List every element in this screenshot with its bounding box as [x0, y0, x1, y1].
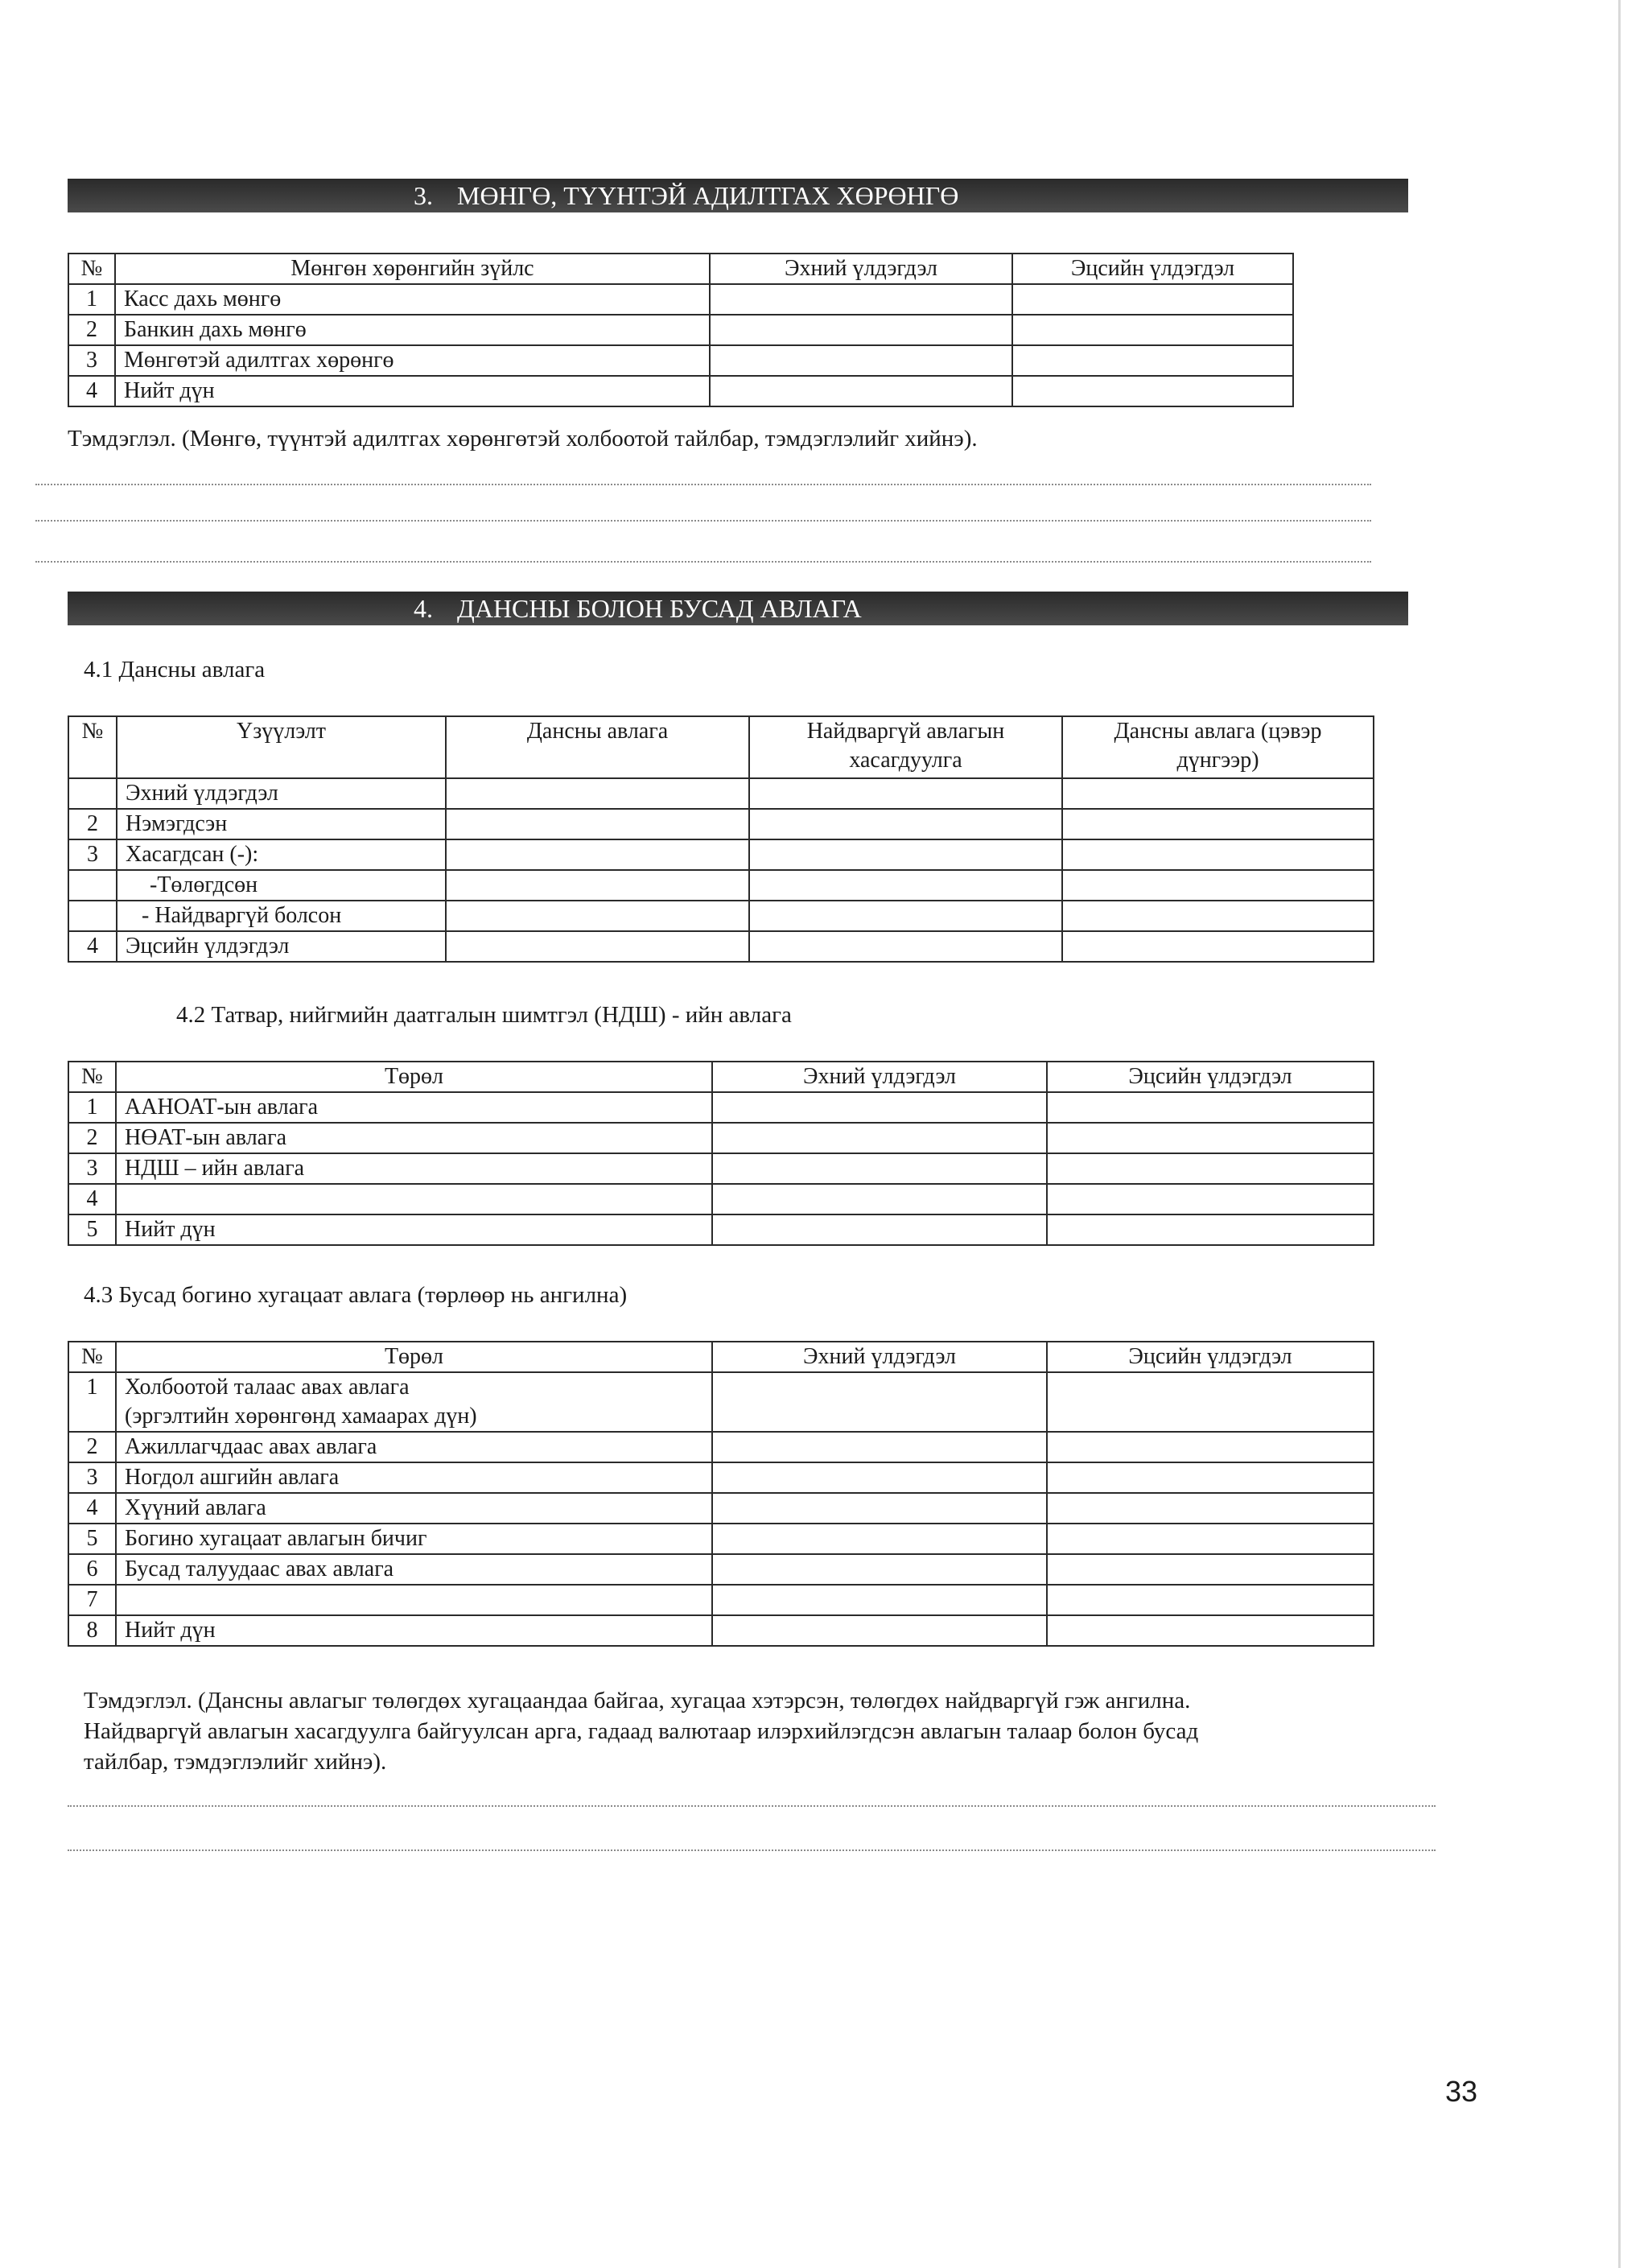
row-label: Эхний үлдэгдэл [117, 778, 446, 809]
cell-opening[interactable] [712, 1615, 1047, 1646]
section-4-note-line-2: Найдваргүй авлагын хасагдуулга байгуулсан арга, гадаад валютаар илэрхийлэгдсэн авлагын талаар болон бусад [84, 1718, 1199, 1744]
cash-table [68, 253, 1294, 407]
table-row [68, 1214, 1374, 1245]
table-row [68, 284, 1293, 315]
cell-closing[interactable] [1012, 376, 1293, 406]
cell-closing[interactable] [1047, 1184, 1374, 1214]
cell[interactable] [749, 901, 1062, 931]
row-label: Нийт дүн [115, 376, 710, 406]
row-no: 1 [68, 284, 115, 315]
cell-closing[interactable] [1047, 1123, 1374, 1153]
row-label[interactable] [116, 1184, 712, 1214]
table-row [68, 1585, 1374, 1615]
cell-opening[interactable] [712, 1524, 1047, 1554]
table-row [68, 1153, 1374, 1184]
col-opening: Эхний үлдэгдэл [712, 1342, 1047, 1372]
cell-opening[interactable] [712, 1432, 1047, 1462]
col-net-receivable: Дансны авлага (цэвэр дүнгээр) [1062, 716, 1374, 778]
table-row [68, 376, 1293, 406]
row-label: Нийт дүн [116, 1615, 712, 1646]
row-no: 4 [68, 376, 115, 406]
table-row [68, 870, 1374, 901]
page-edge [1618, 0, 1621, 2268]
table-row [68, 809, 1374, 839]
cell-closing[interactable] [1047, 1554, 1374, 1585]
cell[interactable] [1062, 839, 1374, 870]
table-row [68, 1432, 1374, 1462]
section-4-title: ДАНСНЫ БОЛОН БУСАД АВЛАГА [457, 594, 862, 623]
cell-closing[interactable] [1047, 1432, 1374, 1462]
row-no: 2 [68, 1432, 116, 1462]
col-no: № [68, 254, 115, 284]
table-row [68, 901, 1374, 931]
table-row [68, 1524, 1374, 1554]
cell[interactable] [749, 809, 1062, 839]
col-receivable: Дансны авлага [446, 716, 749, 778]
table-row [68, 1092, 1374, 1123]
note-line [35, 561, 1371, 563]
section-4-note-line-1: Тэмдэглэл. (Дансны авлагыг төлөгдөх хугацаандаа байгаа, хугацаа хэтэрсэн, төлөгдөх найдваргүй гэж ангилна. [84, 1688, 1191, 1713]
table-row [68, 1493, 1374, 1524]
table-row [68, 1184, 1374, 1214]
table-header-row [68, 254, 1293, 284]
row-no: 6 [68, 1554, 116, 1585]
cell-closing[interactable] [1047, 1524, 1374, 1554]
subsection-4-3-title: 4.3 Бусад богино хугацаат авлага (төрлөөр нь ангилна) [84, 1282, 628, 1308]
cell-closing[interactable] [1012, 345, 1293, 376]
table-row [68, 1123, 1374, 1153]
cell-opening[interactable] [712, 1123, 1047, 1153]
row-no: 3 [68, 345, 115, 376]
row-no [68, 870, 117, 901]
table-header-row [68, 1342, 1374, 1372]
row-no [68, 901, 117, 931]
table-row [68, 1615, 1374, 1646]
row-no: 3 [68, 1153, 116, 1184]
cell[interactable] [1062, 931, 1374, 962]
section-3-title: МӨНГӨ, ТҮҮНТЭЙ АДИЛТГАХ ХӨРӨНГӨ [457, 181, 959, 210]
section-3-note: Тэмдэглэл. (Мөнгө, түүнтэй адилтгах хөрөнгөтэй холбоотой тайлбар, тэмдэглэлийг хийнэ). [68, 426, 978, 452]
col-no: № [68, 716, 117, 778]
row-no: 8 [68, 1615, 116, 1646]
accounts-receivable-table [68, 715, 1374, 963]
row-label: Нийт дүн [116, 1214, 712, 1245]
row-label: Ажиллагчдаас авах авлага [116, 1432, 712, 1462]
row-no: 3 [68, 839, 117, 870]
col-bad-debt-allowance: Найдваргүй авлагын хасагдуулга [749, 716, 1062, 778]
row-no: 4 [68, 1184, 116, 1214]
table-row [68, 931, 1374, 962]
section-3-header [68, 179, 1408, 212]
cell-opening[interactable] [710, 345, 1012, 376]
cell[interactable] [1062, 778, 1374, 809]
row-no: 7 [68, 1585, 116, 1615]
cell-closing[interactable] [1047, 1493, 1374, 1524]
cell-opening[interactable] [712, 1493, 1047, 1524]
cell[interactable] [1062, 901, 1374, 931]
cell-opening[interactable] [710, 376, 1012, 406]
col-no: № [68, 1062, 116, 1092]
cell-closing[interactable] [1047, 1615, 1374, 1646]
table-row [68, 1554, 1374, 1585]
row-label: НДШ – ийн авлага [116, 1153, 712, 1184]
table-row [68, 315, 1293, 345]
col-closing: Эцсийн үлдэгдэл [1047, 1062, 1374, 1092]
note-line [68, 1805, 1436, 1807]
cell-closing[interactable] [1047, 1585, 1374, 1615]
row-no: 2 [68, 315, 115, 345]
cell[interactable] [749, 870, 1062, 901]
table-row [68, 1372, 1374, 1432]
col-opening: Эхний үлдэгдэл [710, 254, 1012, 284]
note-line [35, 484, 1371, 485]
note-line [35, 520, 1371, 522]
table-header-row [68, 1062, 1374, 1092]
col-opening: Эхний үлдэгдэл [712, 1062, 1047, 1092]
cell-closing[interactable] [1047, 1092, 1374, 1123]
col-type: Төрөл [116, 1062, 712, 1092]
col-type: Төрөл [116, 1342, 712, 1372]
row-label: Касс дахь мөнгө [115, 284, 710, 315]
subsection-4-2-title: 4.2 Татвар, нийгмийн даатгалын шимтгэл (НДШ) - ийн авлага [176, 1002, 792, 1028]
cell[interactable] [1062, 870, 1374, 901]
row-no: 2 [68, 809, 117, 839]
row-no: 5 [68, 1524, 116, 1554]
cell[interactable] [446, 809, 749, 839]
row-no: 5 [68, 1214, 116, 1245]
row-label: Банкин дахь мөнгө [115, 315, 710, 345]
cell[interactable] [749, 839, 1062, 870]
col-closing: Эцсийн үлдэгдэл [1047, 1342, 1374, 1372]
note-line [68, 1849, 1436, 1851]
row-label: Холбоотой талаас авах авлага (эргэлтийн хөрөнгөнд хамаарах дүн) [116, 1372, 712, 1432]
cell[interactable] [446, 901, 749, 931]
section-3-number: 3. [414, 181, 433, 210]
cell[interactable] [446, 839, 749, 870]
table-row [68, 839, 1374, 870]
row-label: Нэмэгдсэн [117, 809, 446, 839]
row-no: 4 [68, 931, 117, 962]
cell-closing[interactable] [1012, 315, 1293, 345]
table-row [68, 345, 1293, 376]
cell-opening[interactable] [712, 1092, 1047, 1123]
cell-opening[interactable] [712, 1372, 1047, 1432]
col-item: Мөнгөн хөрөнгийн зүйлс [115, 254, 710, 284]
cell-opening[interactable] [712, 1214, 1047, 1245]
table-row [68, 778, 1374, 809]
cell[interactable] [446, 778, 749, 809]
row-no [68, 778, 117, 809]
cell-opening[interactable] [712, 1554, 1047, 1585]
row-label: -Төлөгдсөн [117, 870, 446, 901]
row-label: Хүүний авлага [116, 1493, 712, 1524]
table-header-row [68, 716, 1374, 778]
row-no: 1 [68, 1372, 116, 1432]
subsection-4-1-title: 4.1 Дансны авлага [84, 657, 266, 682]
row-no: 3 [68, 1462, 116, 1493]
other-receivable-table [68, 1341, 1374, 1647]
cell[interactable] [446, 870, 749, 901]
cell[interactable] [1062, 809, 1374, 839]
row-label: Богино хугацаат авлагын бичиг [116, 1524, 712, 1554]
page-number: 33 [1445, 2075, 1478, 2108]
row-no: 4 [68, 1493, 116, 1524]
cell-closing[interactable] [1047, 1462, 1374, 1493]
cell-opening[interactable] [712, 1585, 1047, 1615]
cell-closing[interactable] [1047, 1153, 1374, 1184]
cell-opening[interactable] [712, 1153, 1047, 1184]
cell[interactable] [749, 931, 1062, 962]
cell-closing[interactable] [1012, 284, 1293, 315]
row-label: Бусад талуудаас авах авлага [116, 1554, 712, 1585]
row-no: 1 [68, 1092, 116, 1123]
row-label: ААНОАТ-ын авлага [116, 1092, 712, 1123]
cell[interactable] [446, 931, 749, 962]
row-label: Мөнгөтэй адилтгах хөрөнгө [115, 345, 710, 376]
row-no: 2 [68, 1123, 116, 1153]
cell[interactable] [749, 778, 1062, 809]
row-label: Хасагдсан (-): [117, 839, 446, 870]
cell-opening[interactable] [710, 315, 1012, 345]
row-label: - Найдваргүй болсон [117, 901, 446, 931]
col-no: № [68, 1342, 116, 1372]
row-label[interactable] [116, 1585, 712, 1615]
cell-closing[interactable] [1047, 1372, 1374, 1432]
row-label: Эцсийн үлдэгдэл [117, 931, 446, 962]
section-4-note-line-3: тайлбар, тэмдэглэлийг хийнэ). [84, 1749, 387, 1775]
section-4-header [68, 592, 1408, 625]
row-label: Ногдол ашгийн авлага [116, 1462, 712, 1493]
col-indicator: Үзүүлэлт [117, 716, 446, 778]
tax-receivable-table [68, 1061, 1374, 1246]
table-row [68, 1462, 1374, 1493]
row-label: НӨАТ-ын авлага [116, 1123, 712, 1153]
col-closing: Эцсийн үлдэгдэл [1012, 254, 1293, 284]
cell-opening[interactable] [710, 284, 1012, 315]
cell-opening[interactable] [712, 1462, 1047, 1493]
section-4-number: 4. [414, 594, 433, 623]
cell-opening[interactable] [712, 1184, 1047, 1214]
cell-closing[interactable] [1047, 1214, 1374, 1245]
